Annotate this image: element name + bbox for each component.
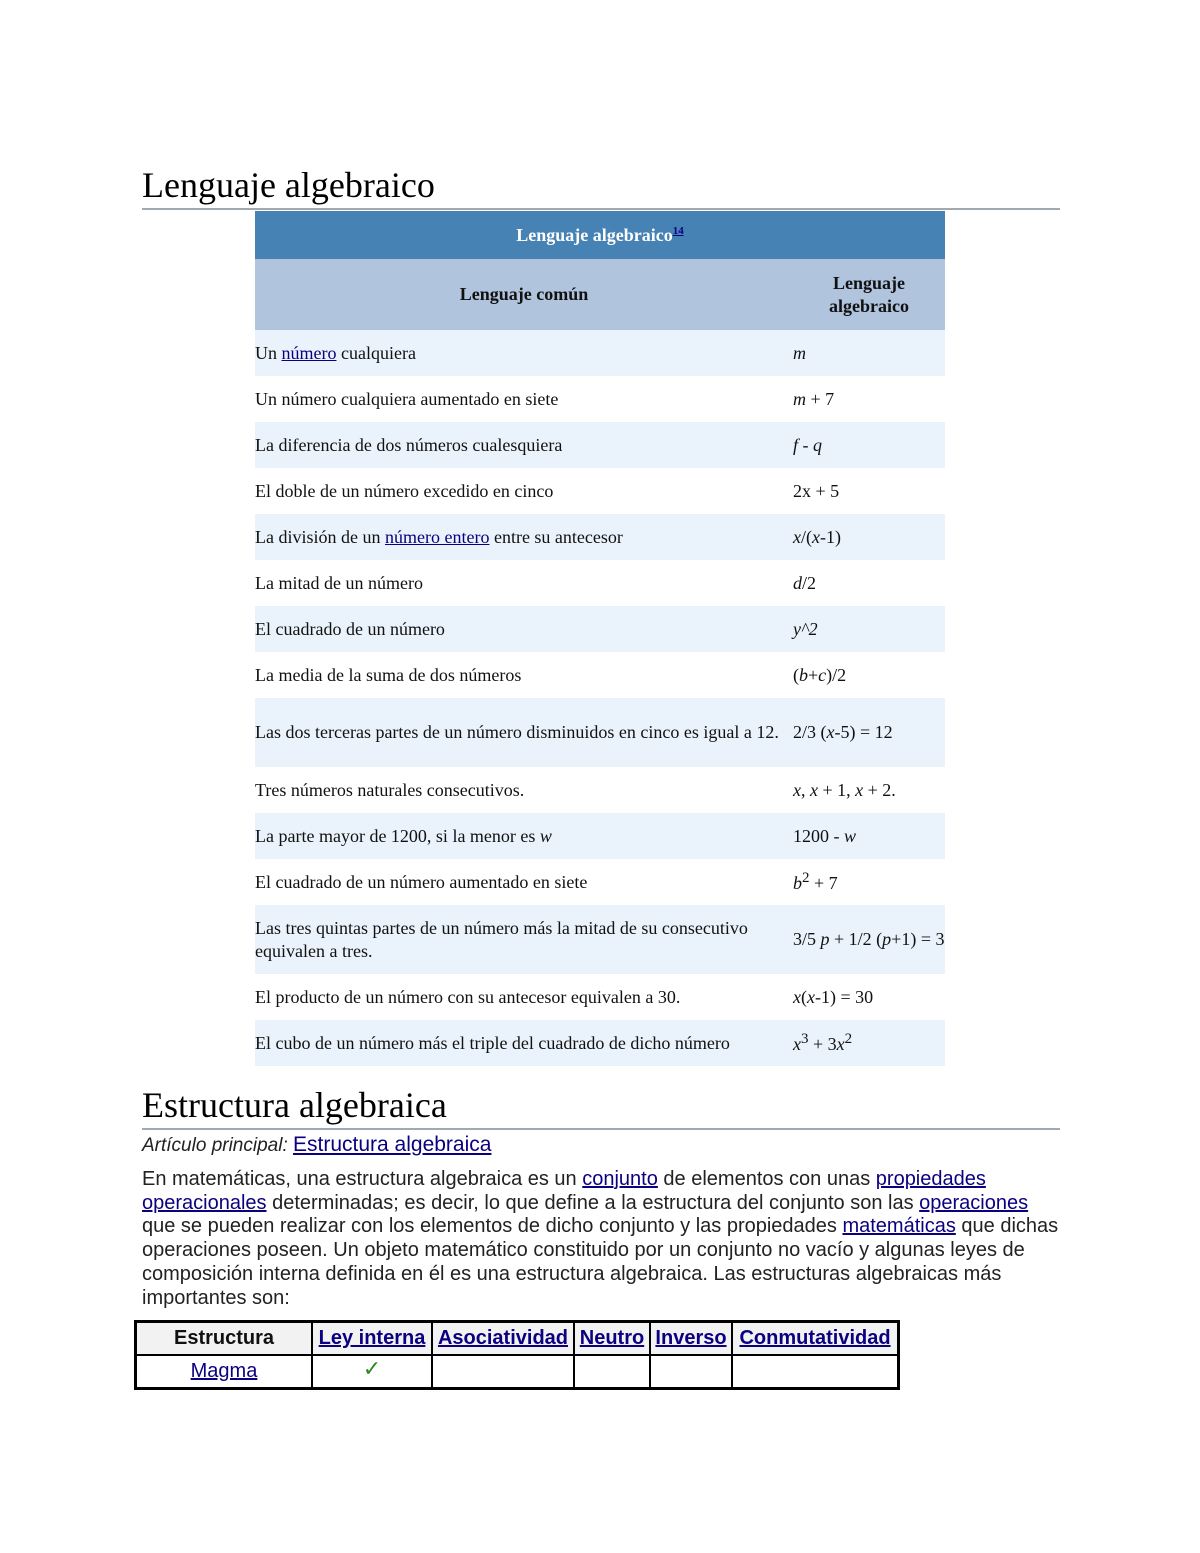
common-cell: Las dos terceras partes de un número disminuidos en cinco es igual a 12. <box>255 698 793 767</box>
table-row <box>255 767 945 813</box>
matematicas-link[interactable]: matemáticas <box>842 1215 956 1238</box>
algebraic-language-table <box>255 211 945 1066</box>
common-cell: La mitad de un número <box>255 572 423 593</box>
algebraic-cell: y^2 <box>793 606 945 652</box>
common-cell: Tres números naturales consecutivos. <box>255 779 525 800</box>
common-cell: La parte mayor de 1200, si la menor es w <box>255 813 793 859</box>
common-cell: Las tres quintas partes de un número más la mitad de su consecutivo equivalen a tres. <box>255 905 793 974</box>
table-row <box>255 330 945 376</box>
neutro-link[interactable]: Neutro <box>579 1327 645 1349</box>
algebraic-cell: x, x + 1, x + 2. <box>793 779 896 800</box>
numero-link[interactable]: número <box>281 342 337 363</box>
table-row <box>255 606 945 652</box>
column-header-estructura: Estructura <box>136 1322 313 1356</box>
algebraic-cell: 2x + 5 <box>793 480 840 501</box>
table-caption-text: Lenguaje algebraico <box>516 224 673 245</box>
table-row <box>255 698 945 767</box>
ley-interna-cell <box>312 1355 432 1389</box>
common-cell: Un número cualquiera <box>255 330 793 376</box>
main-article-label: Artículo principal: <box>142 1135 288 1156</box>
common-cell: El cubo de un número más el triple del cuadrado de dicho número <box>255 1020 793 1066</box>
common-cell: La diferencia de dos números cualesquiera <box>255 422 793 468</box>
check-icon: ✓ <box>362 1356 382 1381</box>
table-row <box>255 859 945 905</box>
inverso-cell <box>650 1355 732 1389</box>
structure-name-cell <box>136 1355 313 1389</box>
column-header-neutro <box>574 1322 650 1356</box>
common-cell: La división de un número entero entre su antecesor <box>255 514 793 560</box>
table-row <box>136 1355 899 1389</box>
algebraic-cell: (b+c)/2 <box>793 664 847 685</box>
table-row <box>255 905 945 974</box>
algebraic-cell: $b^2 + 7$ <box>793 870 838 894</box>
intro-paragraph: En matemáticas, una estructura algebraica es un conjunto de elementos con unas propiedades operacionales determinadas; es decir, lo que define a la estructura del conjunto son las operaciones que se pueden realizar con los elementos de dicho conjunto y las propiedades matemáticas que dichas operaciones poseen. Un objeto matemático constituido por un conjunto no vacío y algunas leyes de composición interna definida en él es una estructura algebraica. Las estructuras algebraicas más importantes son: <box>142 1168 1059 1309</box>
algebraic-cell: x(x-1) = 30 <box>793 986 874 1007</box>
conjunto-link[interactable]: conjunto <box>582 1168 658 1190</box>
common-cell: El doble de un número excedido en cinco <box>255 480 554 501</box>
column-header-inverso <box>650 1322 732 1356</box>
column-header-ley-interna <box>312 1322 432 1356</box>
algebraic-cell: x/(x-1) <box>793 514 945 560</box>
column-header-common: Lenguaje común <box>255 259 793 330</box>
table-row <box>255 514 945 560</box>
main-article-note <box>142 1133 491 1157</box>
table-row <box>255 468 945 514</box>
column-header-conmutatividad <box>732 1322 899 1356</box>
algebraic-cell: m + 7 <box>793 388 835 409</box>
numero-entero-link[interactable]: número entero <box>384 526 490 547</box>
algebraic-cell: d/2 <box>793 572 817 593</box>
propiedades-operacionales-link[interactable]: propiedades operacionales <box>142 1168 986 1214</box>
magma-link[interactable]: Magma <box>190 1360 258 1382</box>
section-heading-estructura-algebraica: Estructura algebraica <box>142 1085 1060 1130</box>
table-row <box>255 560 945 606</box>
algebraic-cell: f - q <box>793 422 945 468</box>
table-row <box>255 974 945 1020</box>
table-row <box>255 813 945 859</box>
neutro-cell <box>574 1355 650 1389</box>
table-row <box>255 376 945 422</box>
algebraic-cell: $x^3 + 3x^2$ <box>793 1020 945 1066</box>
table-row <box>255 422 945 468</box>
section-heading-lenguaje-algebraico: Lenguaje algebraico <box>142 165 1060 210</box>
common-cell: El producto de un número con su antecesor equivalen a 30. <box>255 986 681 1007</box>
algebraic-cell: m <box>793 330 945 376</box>
column-header-asociatividad <box>432 1322 574 1356</box>
algebraic-cell: 2/3 (x-5) = 12 <box>793 698 945 767</box>
conmutatividad-cell <box>732 1355 899 1389</box>
operaciones-link[interactable]: operaciones <box>919 1191 1029 1214</box>
table-row <box>255 1020 945 1066</box>
algebraic-cell: 1200 - w <box>793 813 945 859</box>
column-header-algebraic: Lenguaje algebraico <box>793 259 945 330</box>
ley-interna-link[interactable]: Ley interna <box>318 1327 426 1349</box>
structures-table <box>134 1320 900 1390</box>
inverso-link[interactable]: Inverso <box>655 1327 727 1349</box>
common-cell: El cuadrado de un número <box>255 606 793 652</box>
asociatividad-cell <box>432 1355 574 1389</box>
common-cell: La media de la suma de dos números <box>255 664 522 685</box>
main-article-link[interactable]: Estructura algebraica <box>293 1133 492 1156</box>
table-caption <box>255 211 945 259</box>
table-row <box>255 652 945 698</box>
reference-link[interactable]: 14 <box>672 224 684 237</box>
asociatividad-link[interactable]: Asociatividad <box>437 1327 569 1349</box>
common-cell: Un número cualquiera aumentado en siete <box>255 388 559 409</box>
algebraic-cell: 3/5 p + 1/2 (p+1) = 3 <box>793 905 945 974</box>
conmutatividad-link[interactable]: Conmutatividad <box>739 1327 891 1349</box>
common-cell: El cuadrado de un número aumentado en siete <box>255 871 588 892</box>
